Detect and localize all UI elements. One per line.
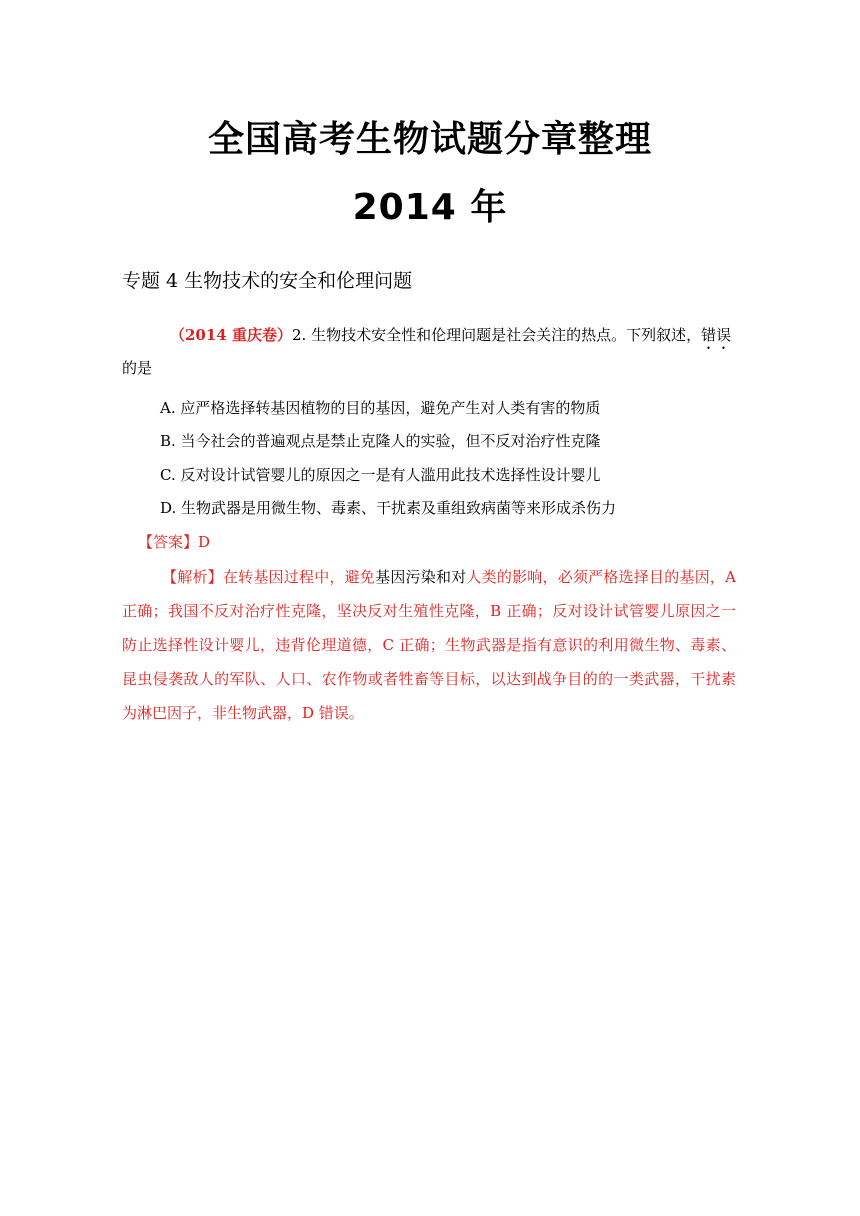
option-c: C. 反对设计试管婴儿的原因之一是有人滥用此技术选择性设计婴儿 (160, 466, 601, 484)
analysis-label: 【解析】 (162, 568, 223, 586)
section-heading: 专题 4 生物技术的安全和伦理问题 (122, 270, 413, 292)
question-stem (122, 320, 734, 383)
answer-value: D (198, 533, 211, 551)
option-d: D. 生物武器是用微生物、毒素、干扰素及重组致病菌等来形成杀伤力 (160, 499, 617, 517)
question-source: （2014 重庆卷） (170, 326, 292, 344)
document-year: 2014 年 (352, 187, 508, 228)
analysis-text-1: 在转基因过程中，避免 (222, 568, 376, 586)
option-b: B. 当今社会的普遍观点是禁止克隆人的实验，但不反对治疗性克隆 (160, 432, 601, 450)
analysis-text-3: 人类的影响，必须严格选择目的基因，A 正确；我国不反对治疗性克隆，坚决反对生殖性克隆，B 正确；反对设计试管婴儿原因之一防止选择性设计婴儿，违背伦理道德，C 正确；生物武器是指有意识的利用微生物、毒素、昆虫侵袭敌人的军队、人口、农作物或者牲畜等目标，以达到战争目的的一类武器，干扰素为淋巴因子，非生物武器，D 错误。 (122, 568, 736, 722)
document-title: 全国高考生物试题分章整理 (207, 119, 652, 160)
emphasized-word: 错误 (701, 326, 732, 344)
analysis-text-2: 基因污染和对 (375, 568, 467, 586)
option-a: A. 应严格选择转基因植物的目的基因，避免产生对人类有害的物质 (160, 399, 601, 417)
question-text: 2. 生物技术安全性和伦理问题是社会关注的热点。下列叙述， (291, 326, 702, 344)
answer-label: 【答案】 (138, 533, 199, 551)
answer (138, 530, 210, 554)
analysis (122, 560, 736, 730)
question-text-end: 的是 (122, 359, 153, 377)
